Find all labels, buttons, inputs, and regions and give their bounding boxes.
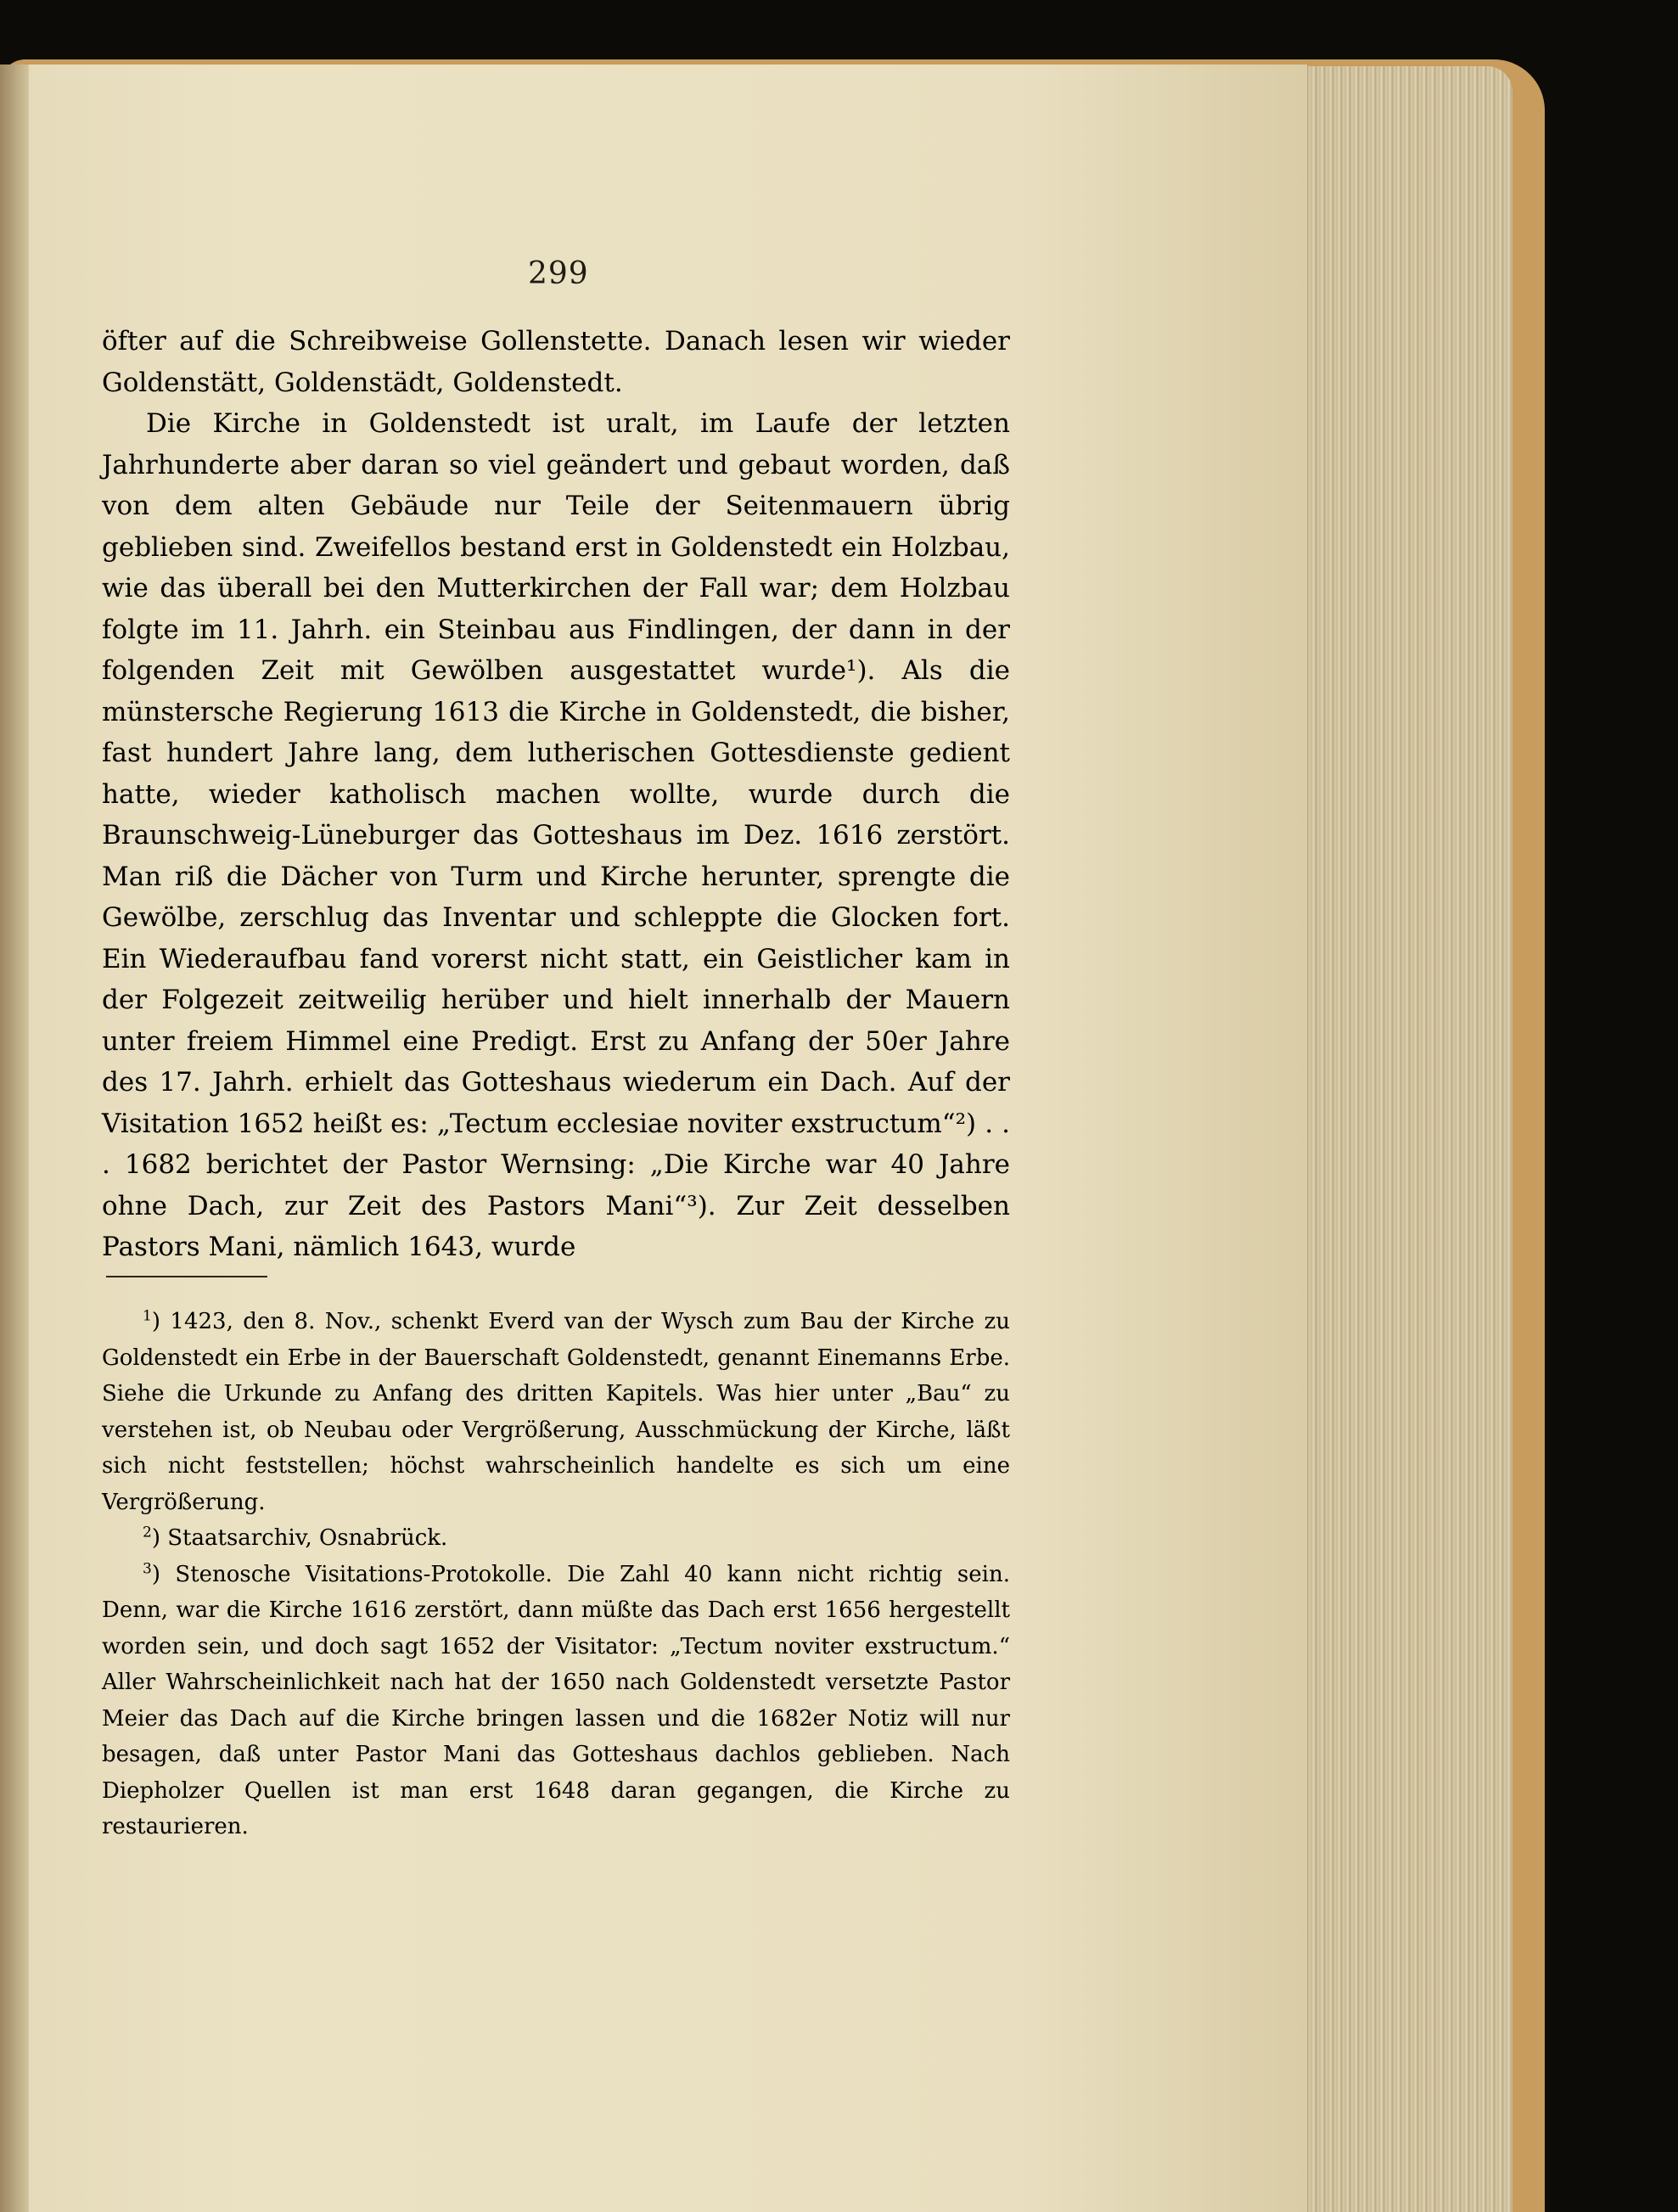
footnote-text: Stenosche Visitations-Protokolle. Die Zahl 40 kann nicht richtig sein. Denn, war die Kirche 1616 zerstört, dann müßte das Dach erst 1656 hergestellt worden sein, und doch sagt 1652 der Visitator: „Tectum noviter exstructum.“ Aller Wahrscheinlichkeit nach hat der 1650 nach Goldenstedt versetzte Pastor Meier das Dach auf die Kirche bringen lassen und die 1682er Notiz will nur besagen, daß unter Pastor Mani das Gotteshaus dachlos geblieben. Nach Diepholzer Quellen ist man erst 1648 daran gegangen, die Kirche zu restaurieren. (102, 1561, 1010, 1839)
page-gutter (0, 65, 29, 2212)
main-text (102, 321, 1010, 1268)
footnote-divider (106, 1276, 267, 1277)
page-edges (1290, 66, 1512, 2212)
footnote: $^1$) 1423, den 8. Nov., schenkt Everd van der Wysch zum Bau der Kirche zu Goldenstedt ein Erbe in der Bauerschaft Goldenstedt, genannt Einemanns Erbe. Siehe die Urkunde zu Anfang des dritten Kapitels. Was hier unter „Bau“ zu verstehen ist, ob Neubau oder Vergrößerung, Ausschmückung der Kirche, läßt sich nicht feststellen; höchst wahrscheinlich handelte es sich um eine Vergrößerung. (102, 1307, 1010, 1515)
paragraph: Die Kirche in Goldenstedt ist uralt, im Laufe der letzten Jahrhunderte aber daran so viel geändert und gebaut worden, daß von dem alten Gebäude nur Teile der Seitenmauern übrig geblieben sind. Zweifellos bestand erst in Goldenstedt ein Holzbau, wie das überall bei den Mutterkirchen der Fall war; dem Holzbau folgte im 11. Jahrh. ein Steinbau aus Findlingen, der dann in der folgenden Zeit mit Gewölben ausgestattet wurde¹). Als die münstersche Regierung 1613 die Kirche in Goldenstedt, die bisher, fast hundert Jahre lang, dem lutherischen Gottesdienste gedient hatte, wieder katholisch machen wollte, wurde durch die Braunschweig-Lüneburger das Gotteshaus im Dez. 1616 zerstört. Man riß die Dächer von Turm und Kirche herunter, sprengte die Gewölbe, zerschlug das Inventar und schleppte die Glocken fort. Ein Wiederaufbau fand vorerst nicht statt, ein Geistlicher kam in der Folgezeit zeitweilig herüber und hielt innerhalb der Mauern unter freiem Himmel eine Predigt. Erst zu Anfang der 50er Jahre des 17. Jahrh. erhielt das Gotteshaus wiederum ein Dach. Auf der Visitation 1652 heißt es: „Tectum ecclesiae noviter exstructum“²) . . . 1682 berichtet der Pastor Wernsing: „Die Kirche war 40 Jahre ohne Dach, zur Zeit des Pastors Mani“³). Zur Zeit desselben Pastors Mani, nämlich 1643, wurde (102, 408, 1010, 1262)
footnote-mark: 2 (143, 1524, 152, 1541)
footnote-mark: 1 (143, 1307, 152, 1325)
footnote-mark: 3 (143, 1559, 152, 1577)
paragraph: öfter auf die Schreibweise Gollenstette. Danach lesen wir wieder Goldenstätt, Goldenstädt, Goldenstedt. (102, 326, 1010, 398)
footnote: $^3$) Stenosche Visitations-Protokolle. Die Zahl 40 kann nicht richtig sein. Denn, war die Kirche 1616 zerstört, dann müßte das Dach erst 1656 hergestellt worden sein, und doch sagt 1652 der Visitator: „Tectum noviter exstructum.“ Aller Wahrscheinlichkeit nach hat der 1650 nach Goldenstedt versetzte Pastor Meier das Dach auf die Kirche bringen lassen und die 1682er Notiz will nur besagen, daß unter Pastor Mani das Gotteshaus dachlos geblieben. Nach Diepholzer Quellen ist man erst 1648 daran gegangen, die Kirche zu restaurieren. (102, 1559, 1010, 1839)
page-number: 299 (528, 256, 589, 291)
footnote: $^2$) Staatsarchiv, Osnabrück. (143, 1524, 448, 1551)
footnotes (102, 1304, 1010, 1845)
footnote-text: Staatsarchiv, Osnabrück. (167, 1525, 448, 1551)
footnote-text: 1423, den 8. Nov., schenkt Everd van der Wysch zum Bau der Kirche zu Goldenstedt ein Erbe in der Bauerschaft Goldenstedt, genannt Einemanns Erbe. Siehe die Urkunde zu Anfang des dritten Kapitels. Was hier unter „Bau“ zu verstehen ist, ob Neubau oder Vergrößerung, Ausschmückung der Kirche, läßt sich nicht feststellen; höchst wahrscheinlich handelte es sich um eine Vergrößerung. (102, 1309, 1010, 1515)
